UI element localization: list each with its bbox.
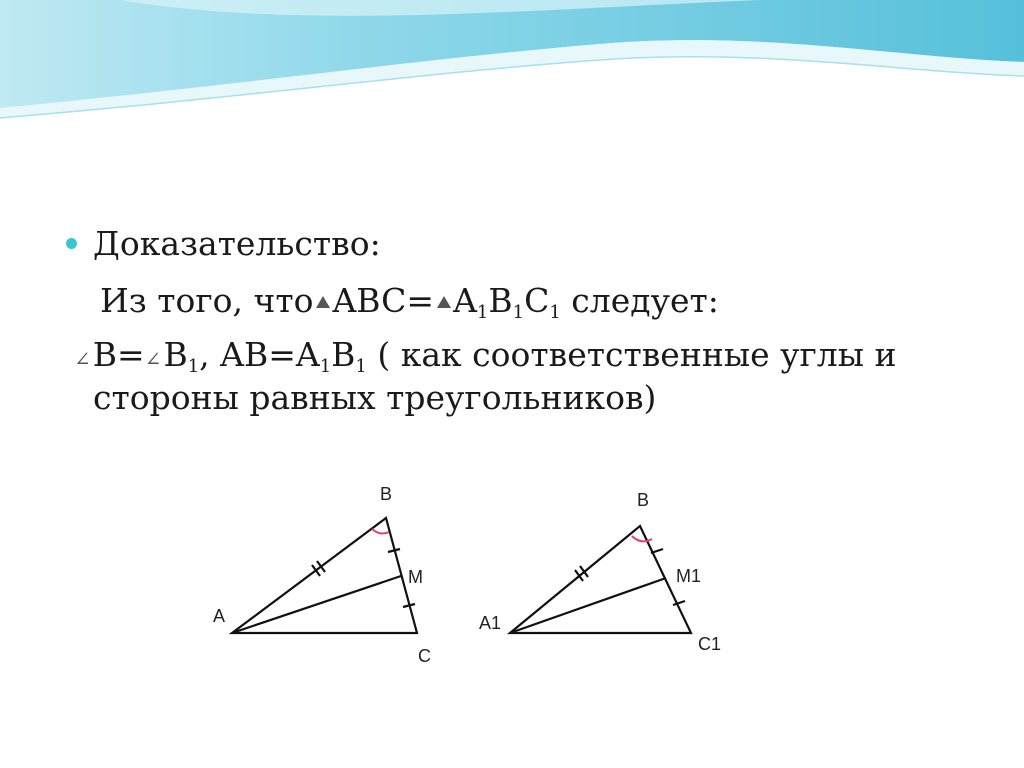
triangle-icon (316, 296, 330, 308)
label-b: B (380, 484, 393, 504)
statement-line: Из того, что $ABC= A_1B_1C_1$ следует: (100, 281, 719, 323)
label-c1: C1 (698, 634, 722, 654)
label-m1: M1 (676, 566, 702, 586)
bullet-icon (66, 238, 77, 249)
conclusion-line-continued: стороны равных треугольников) (93, 378, 657, 417)
proof-heading: Доказательство: (93, 224, 381, 263)
angle-icon: ∠ (144, 347, 162, 371)
triangles-figure (200, 472, 760, 682)
angle-icon: ∠ (74, 347, 91, 371)
label-a: A (213, 606, 226, 626)
triangle-icon (437, 296, 451, 308)
conclusion-line: $\angle B=\angle B_1$, $AB=A_1B_1$ ( как соответственные углы и (74, 335, 897, 377)
triangle-abc (232, 518, 417, 633)
label-c: C (418, 646, 431, 666)
label-a1: A1 (479, 613, 502, 633)
angle-mark-b1 (632, 536, 652, 541)
triangle-a1b1c1 (510, 526, 691, 633)
label-m: M (408, 567, 423, 587)
label-b1: B (637, 490, 650, 510)
angle-mark-b (372, 529, 389, 533)
